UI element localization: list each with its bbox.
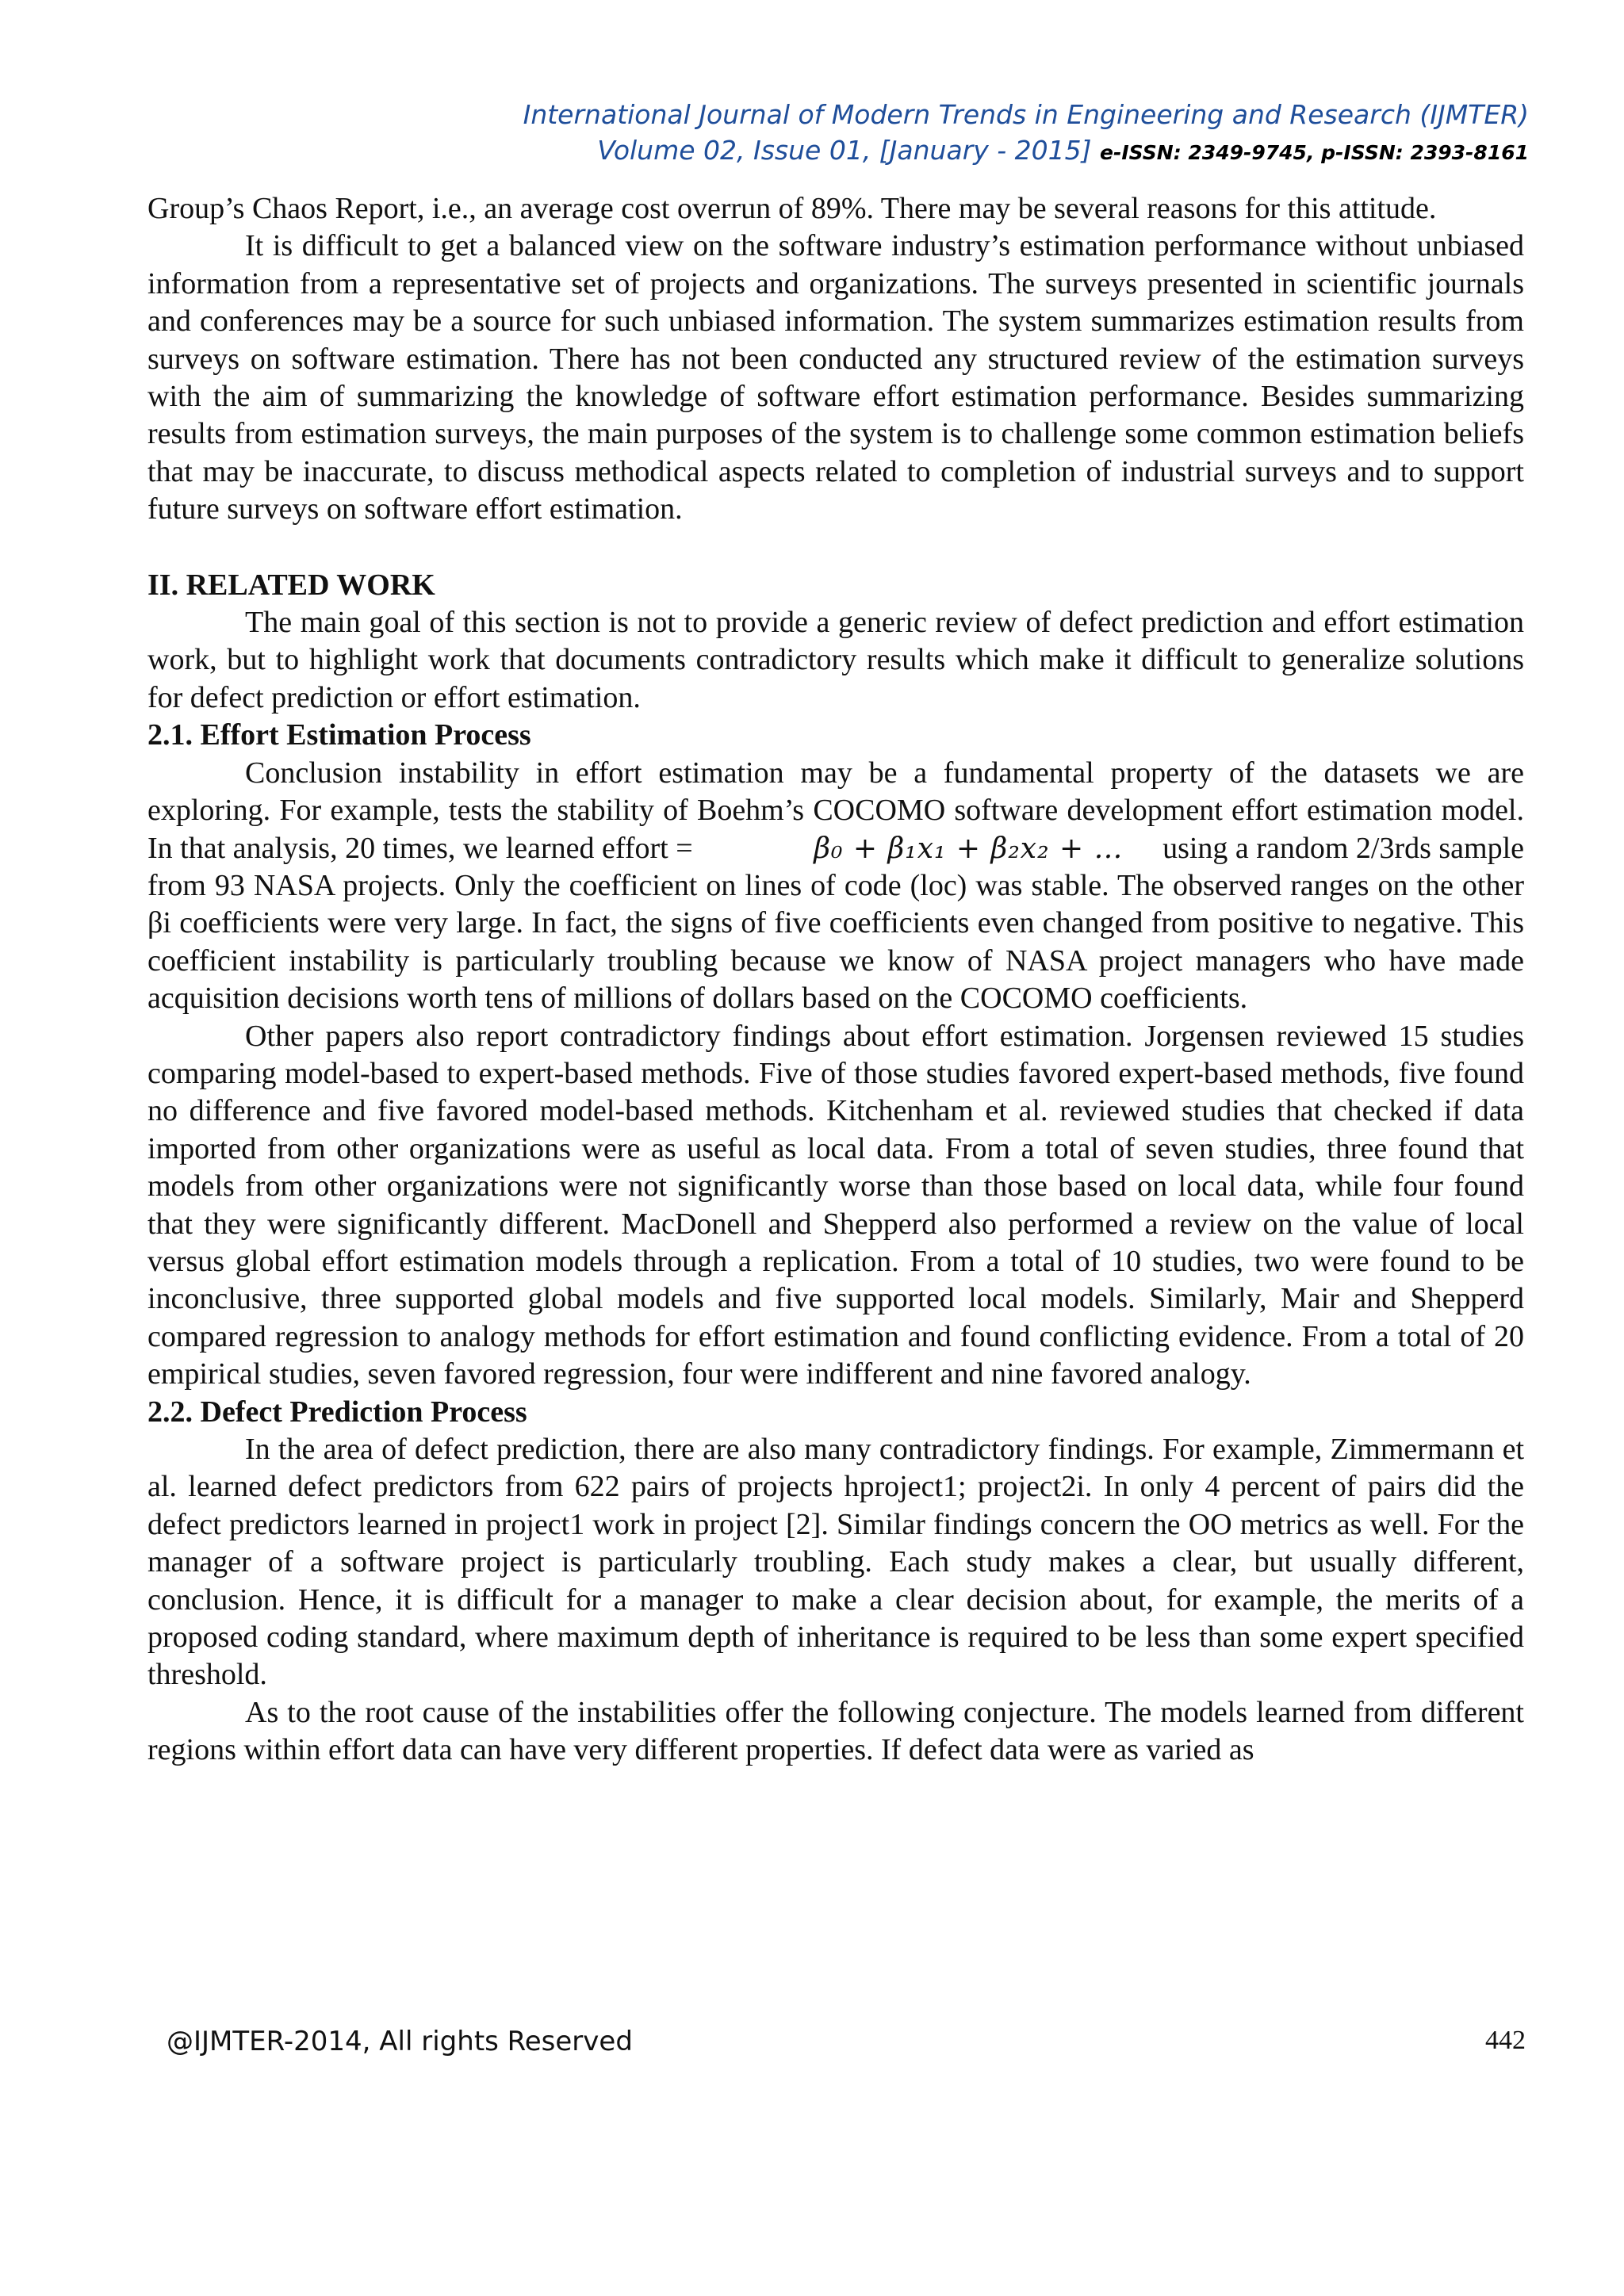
paragraph: In the area of defect prediction, there are also many contradictory findings. For example, Zimmermann et al. learned defect predictors from 622 pairs of projects hproject1; project2i. In only 4 percent of pairs did the defect predictors learned in project1 work in project [2]. Similar findings concern the OO metrics as well. For the manager of a software project is particularly troubling. Each study makes a clear, but usually different, conclusion. Hence, it is difficult for a manager to make a clear decision about, for example, the merits of a proposed coding standard, where maximum depth of inheritance is required to be less than some expert specified threshold. — [147, 1433, 1524, 1692]
subsection-heading: 2.2. Defect Prediction Process — [147, 1395, 527, 1429]
paragraph-text: Conclusion instability in effort estimation may be a fundamental property of the datasets we are exploring. For example, tests the stability of Boehm’s COCOMO software development effort estimation model. In that analysis, 20 times, we learned effort = — [147, 756, 1524, 865]
paragraph — [147, 755, 1524, 1018]
paragraph: Other papers also report contradictory findings about effort estimation. Jorgensen reviewed 15 studies comparing model-based to expert-based methods. Five of those studies favored expert-based methods, five found no difference and five favored model-based methods. Kitchenham et al. reviewed studies that checked if data imported from other organizations were as useful as local data. From a total of seven studies, three found that models from other organizations were not significantly worse than those based on local data, while four found that they were significantly different. MacDonell and Shepperd also performed a review on the value of local versus global effort estimation models through a replication. From a total of 10 studies, two were found to be inconclusive, three supported global models and five supported local models. Similarly, Mair and Shepperd compared regression to analogy methods for effort estimation and found conflicting evidence. From a total of 20 empirical studies, seven favored regression, four were indifferent and nine favored analogy. — [147, 1019, 1524, 1391]
article-body — [147, 190, 1524, 1770]
journal-volume-line — [260, 132, 1529, 170]
journal-title: International Journal of Modern Trends in Engineering and Research (IJMTER) — [523, 99, 1529, 130]
paragraph: Group’s Chaos Report, i.e., an average cost overrun of 89%. There may be several reasons for this attitude. — [147, 192, 1437, 225]
paragraph-text: using a random 2/3rds sample from 93 NASA projects. Only the coefficient on lines of code (loc) was stable. The observed ranges on the other βi coefficients were very large. In fact, the signs of five coefficients even changed from positive to negative. This coefficient instability is particularly troubling because we know of NASA project managers who have made acquisition decisions worth tens of millions of dollars based on the COCOMO coefficients. — [147, 831, 1525, 1016]
section-heading: II. RELATED WORK — [147, 568, 435, 602]
journal-volume: Volume 02, Issue 01, [January - 2015] — [597, 135, 1092, 166]
page-number: 442 — [1485, 2026, 1526, 2055]
paragraph: The main goal of this section is not to provide a generic review of defect prediction and effort estimation work, but to highlight work that documents contradictory results which make it difficult to generalize solutions for defect prediction or effort estimation. — [147, 606, 1524, 714]
paragraph: It is difficult to get a balanced view on the software industry’s estimation performance without unbiased information from a representative set of projects and organizations. The surveys presented in scientific journals and conferences may be a source for such unbiased information. The system summarizes estimation results from surveys on software estimation. There has not been conducted any structured review of the estimation surveys with the aim of summarizing the knowledge of software effort estimation performance. Besides summarizing results from estimation surveys, the main purposes of the system is to challenge some common estimation beliefs that may be inaccurate, to discuss methodical aspects related to completion of industrial surveys and to support future surveys on software effort estimation. — [147, 229, 1524, 526]
subsection-heading: 2.1. Effort Estimation Process — [147, 718, 531, 752]
regression-equation: β₀ + β₁x₁ + β₂x₂ + … — [814, 832, 1124, 865]
paragraph: As to the root cause of the instabilities offer the following conjecture. The models learned from different regions within effort data can have very different properties. If defect data were as varied as — [147, 1695, 1524, 1767]
journal-header — [260, 97, 1529, 170]
footer-copyright: @IJMTER-2014, All rights Reserved — [167, 2026, 633, 2057]
journal-issn: e-ISSN: 2349-9745, p-ISSN: 2393-8161 — [1100, 141, 1529, 164]
